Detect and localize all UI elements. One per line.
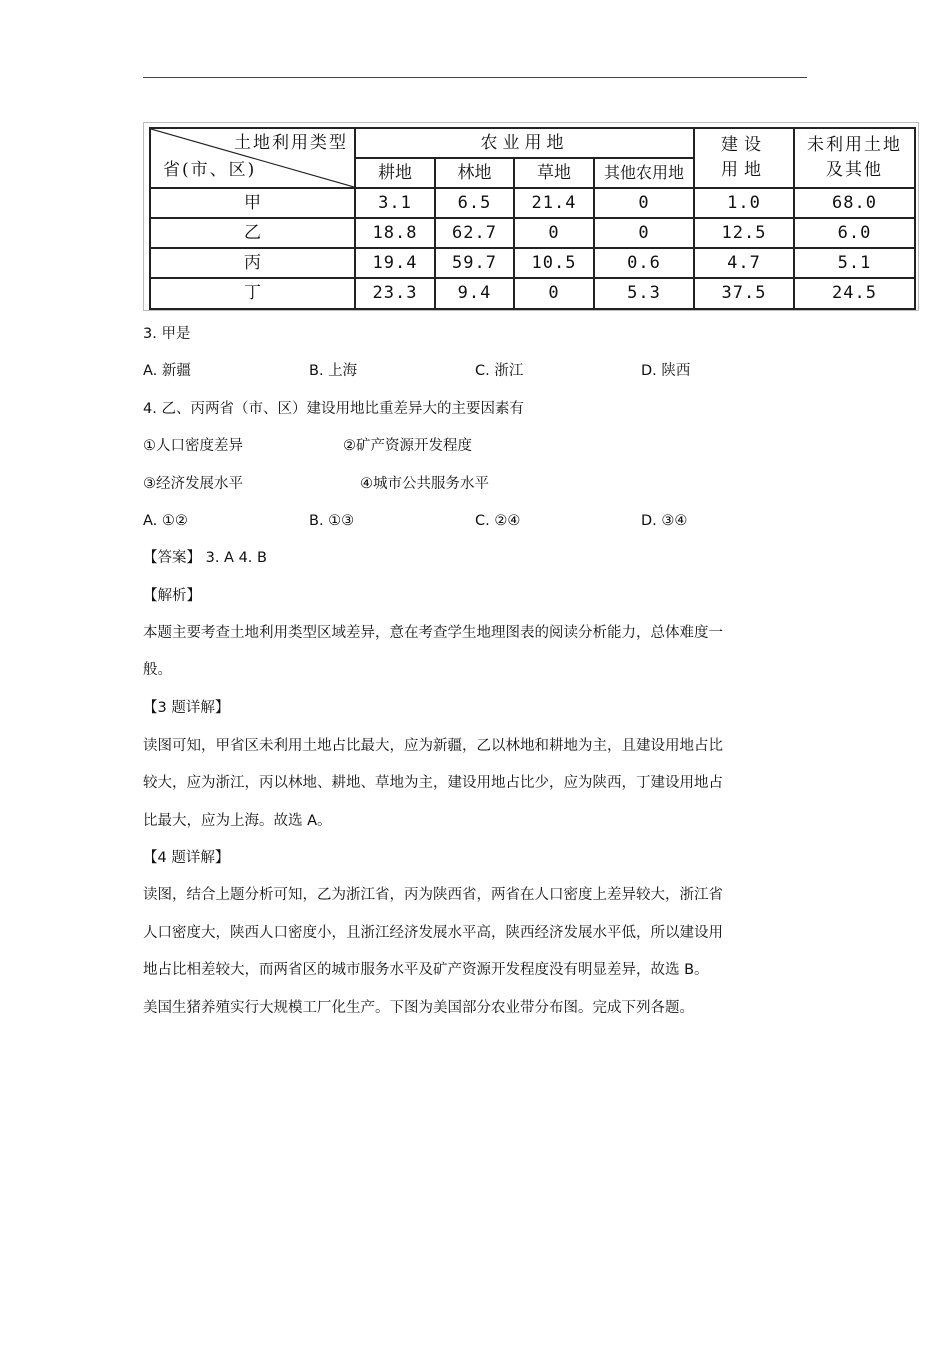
next-question-intro: 美国生猪养殖实行大规模工厂化生产。下图为美国部分农业带分布图。完成下列各题。 <box>143 1000 694 1016</box>
cell: 68.0 <box>794 188 915 218</box>
header-cultivated: 耕地 <box>355 158 435 188</box>
cell: 21.4 <box>514 188 594 218</box>
cell: 19.4 <box>355 248 435 278</box>
row-name: 甲 <box>150 188 355 218</box>
detail4-line: 地占比相差较大，而两省区的城市服务水平及矿产资源开发程度没有明显差异，故选 B。 <box>143 962 709 978</box>
header-unused-land <box>794 128 915 188</box>
q3-option-c: C. 浙江 <box>475 363 524 379</box>
detail3-heading: 【3 题详解】 <box>143 700 230 716</box>
header-grass: 草地 <box>514 158 594 188</box>
cell: 6.0 <box>794 218 915 248</box>
table-row <box>150 218 915 248</box>
table-row <box>150 248 915 278</box>
cell: 0 <box>594 218 694 248</box>
cell: 0 <box>514 278 594 309</box>
q3-stem: 3. 甲是 <box>143 326 191 342</box>
q4-item-4: ④城市公共服务水平 <box>360 476 489 492</box>
cell: 5.1 <box>794 248 915 278</box>
cell: 0 <box>594 188 694 218</box>
analysis-line: 本题主要考查土地利用类型区域差异，意在考查学生地理图表的阅读分析能力，总体难度一 <box>143 625 723 641</box>
cell: 37.5 <box>694 278 794 309</box>
cell: 24.5 <box>794 278 915 309</box>
detail4-heading: 【4 题详解】 <box>143 850 230 866</box>
q3-option-b: B. 上海 <box>309 363 358 379</box>
header-build-land-text: 建设用地 <box>721 135 767 180</box>
q3-option-d: D. 陕西 <box>641 363 691 379</box>
land-use-table-frame <box>143 122 919 311</box>
q4-item-2: ②矿产资源开发程度 <box>343 438 472 454</box>
q4-option-a: A. ①② <box>143 513 188 529</box>
table-row <box>150 188 915 218</box>
header-build-land <box>694 128 794 188</box>
cell: 18.8 <box>355 218 435 248</box>
q4-stem: 4. 乙、丙两省（市、区）建设用地比重差异大的主要因素有 <box>143 401 524 417</box>
cell: 0.6 <box>594 248 694 278</box>
detail4-line: 读图，结合上题分析可知，乙为浙江省，丙为陕西省，两省在人口密度上差异较大，浙江省 <box>143 887 723 903</box>
header-rule <box>143 77 807 78</box>
header-other-agri: 其他农用地 <box>594 158 694 188</box>
q4-option-c: C. ②④ <box>475 513 521 529</box>
analysis-heading: 【解析】 <box>143 588 201 604</box>
header-forest: 林地 <box>435 158 514 188</box>
cell: 4.7 <box>694 248 794 278</box>
detail3-line: 较大，应为浙江，丙以林地、耕地、草地为主，建设用地占比少，应为陕西，丁建设用地占 <box>143 775 723 791</box>
cell: 23.3 <box>355 278 435 309</box>
cell: 10.5 <box>514 248 594 278</box>
header-unused-land-text: 未利用土地及其他 <box>807 135 902 180</box>
corner-bottom-label: 省(市、区) <box>163 159 257 180</box>
detail3-line: 读图可知，甲省区未利用土地占比最大，应为新疆，乙以林地和耕地为主，且建设用地占比 <box>143 738 723 754</box>
header-agri-land: 农业用地 <box>355 128 694 158</box>
cell: 1.0 <box>694 188 794 218</box>
q4-option-b: B. ①③ <box>309 513 355 529</box>
answer-line: 【答案】 3. A 4. B <box>143 550 267 566</box>
row-name: 丙 <box>150 248 355 278</box>
q4-item-1: ①人口密度差异 <box>143 438 243 454</box>
q4-option-d: D. ③④ <box>641 513 688 529</box>
cell: 5.3 <box>594 278 694 309</box>
cell: 9.4 <box>435 278 514 309</box>
cell: 12.5 <box>694 218 794 248</box>
analysis-line: 般。 <box>143 662 172 678</box>
corner-top-label: 土地利用类型 <box>234 133 348 153</box>
cell: 62.7 <box>435 218 514 248</box>
table-row <box>150 278 915 309</box>
detail3-line: 比最大，应为上海。故选 A。 <box>143 813 332 829</box>
cell: 59.7 <box>435 248 514 278</box>
cell: 6.5 <box>435 188 514 218</box>
row-name: 乙 <box>150 218 355 248</box>
cell: 3.1 <box>355 188 435 218</box>
table-corner-cell <box>150 128 355 188</box>
q3-option-a: A. 新疆 <box>143 363 191 379</box>
cell: 0 <box>514 218 594 248</box>
detail4-line: 人口密度大，陕西人口密度小，且浙江经济发展水平高，陕西经济发展水平低，所以建设用 <box>143 925 723 941</box>
q4-item-3: ③经济发展水平 <box>143 476 243 492</box>
row-name: 丁 <box>150 278 355 309</box>
land-use-table <box>149 127 916 310</box>
